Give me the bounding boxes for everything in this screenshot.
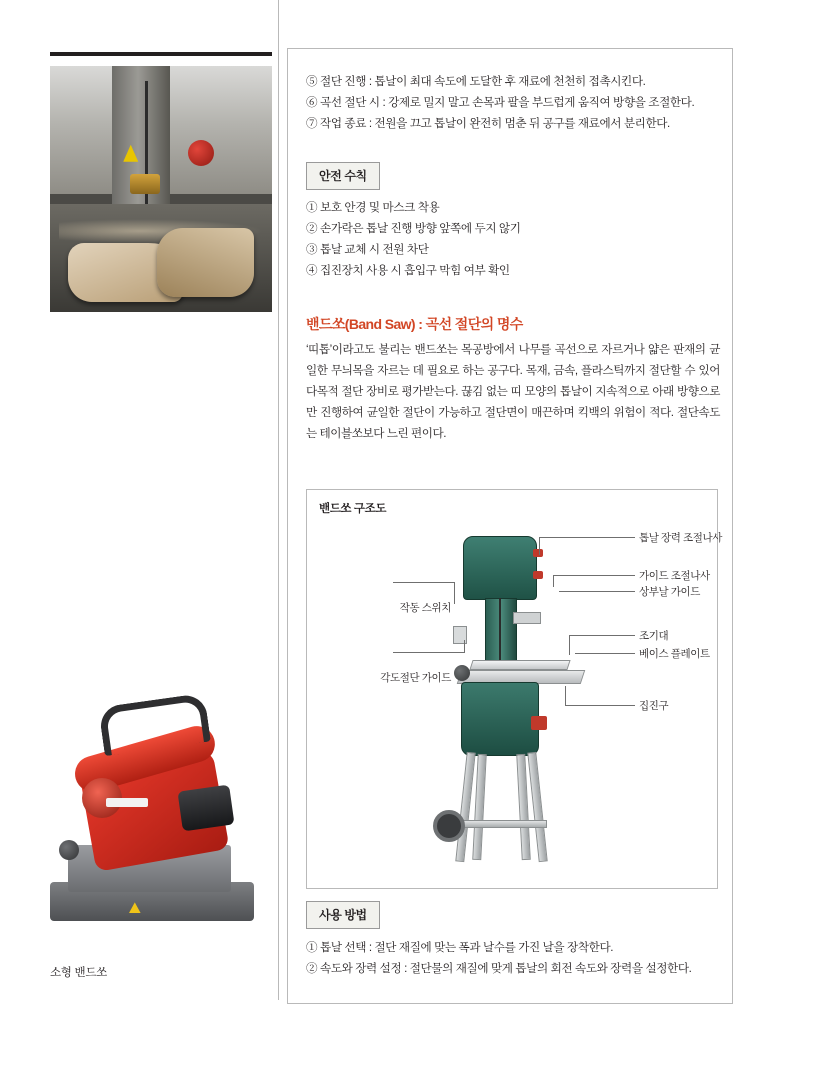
usage-label: 사용 방법	[306, 901, 380, 929]
list-item: ③ 톱날 교체 시 전원 차단	[306, 243, 429, 256]
safety-list	[306, 197, 718, 281]
saw-blade	[145, 81, 148, 224]
callout-rip-fence: 조기대	[639, 630, 669, 642]
safety-section-header	[306, 162, 380, 190]
brass-guide	[130, 174, 160, 194]
list-item: ① 톱날 선택 : 절단 재질에 맞는 폭과 날수를 가진 날을 장착한다.	[306, 941, 614, 954]
list-item: ⑤ 절단 진행 : 톱날이 최대 속도에 도달한 후 재료에 천천히 접촉시킨다.	[306, 75, 646, 88]
bandsaw-structure-diagram	[306, 489, 722, 889]
diagram-title: 밴드쏘 구조도	[319, 503, 387, 515]
callout-miter-guide: 각도절단 가이드	[380, 672, 451, 684]
steps-list	[306, 71, 718, 134]
leader-line	[553, 575, 635, 576]
bandsaw-illustration	[427, 520, 617, 870]
portable-metal-bandsaw-photo	[36, 684, 268, 944]
list-item: ② 속도와 장력 설정 : 절단물의 재질에 맞게 톱날의 회전 속도와 장력을 설정한다.	[306, 962, 692, 975]
stand-leg	[472, 754, 487, 860]
leader-line	[559, 591, 635, 592]
list-item: ① 보호 안경 및 마스크 착용	[306, 201, 440, 214]
content-panel	[287, 48, 733, 1004]
stand-brace	[455, 820, 547, 828]
upper-wheel-housing	[463, 536, 537, 600]
rip-fence	[469, 660, 570, 670]
leader-line	[539, 537, 635, 538]
subsection-body: ‘띠톱’이라고도 불리는 밴드쏘는 목공방에서 나무를 곡선으로 자르거나 얇은 판재의 균일한 무늬목을 자르는 데 필요로 하는 공구다. 목재, 금속, 플라스틱까지 절단할 수 있어 다목적 절단 장비로 평가받는다. 끊김 없는 띠 모양의 톱날이 지속적으로 아래 방향으로만 진행하여 균일한 절단이 가능하고 절단면이 매끈하며 킥백의 위험이 적다. 절단속도는 테이블쏘보다 느린 편이다.	[306, 343, 720, 440]
usage-list	[306, 937, 718, 979]
leader-line	[569, 635, 570, 655]
dust-port	[531, 716, 547, 730]
housing-latch-icon	[533, 571, 543, 579]
leader-line	[393, 652, 465, 653]
leader-line	[565, 686, 566, 706]
left-column	[0, 0, 279, 1000]
tension-knob	[454, 665, 470, 681]
leader-line	[393, 582, 455, 583]
mobility-wheel	[433, 810, 465, 842]
usage-section-header	[306, 901, 380, 929]
leader-line	[569, 635, 635, 636]
callout-power-switch: 작동 스위치	[399, 602, 451, 614]
housing-latch-icon	[533, 549, 543, 557]
list-item: ④ 집진장치 사용 시 흡입구 막힘 여부 확인	[306, 264, 510, 277]
wood-log-right	[157, 228, 255, 297]
leader-line	[539, 537, 540, 555]
leader-line	[553, 575, 554, 587]
callout-upper-blade-guide: 상부날 가이드	[639, 586, 700, 598]
leader-line	[575, 653, 635, 654]
stand-leg	[527, 752, 547, 862]
lower-wheel-housing	[461, 682, 539, 756]
product-label	[106, 798, 148, 807]
safety-label: 안전 수칙	[306, 162, 380, 190]
bandsaw-cutting-wood-photo	[50, 66, 272, 312]
upper-blade-guide	[513, 612, 541, 624]
callout-base-plate: 베이스 플레이트	[639, 648, 710, 660]
leader-line	[464, 640, 465, 653]
subsection-title: 밴드쏘(Band Saw) : 곡선 절단의 명수	[306, 316, 523, 332]
callout-guide-adjust-screw: 가이드 조절나사	[639, 570, 710, 582]
list-item: ⑥ 곡선 절단 시 : 강제로 밀지 말고 손목과 팔을 부드럽게 움직여 방향을 조절한다.	[306, 96, 695, 109]
top-rule	[50, 52, 272, 56]
list-item: ② 손가락은 톱날 진행 방향 앞쪽에 두지 않기	[306, 222, 521, 235]
motor-housing	[177, 785, 234, 832]
list-item: ⑦ 작업 종료 : 전원을 끄고 톱날이 완전히 멈춘 뒤 공구를 재료에서 분리한다.	[306, 117, 670, 130]
callout-dust-port: 집진구	[639, 700, 669, 712]
leader-line	[565, 705, 635, 706]
red-knob	[188, 140, 214, 166]
leader-line	[454, 582, 455, 604]
callout-blade-tension-screw: 톱날 장력 조절나사	[639, 532, 722, 544]
machine-neck	[485, 598, 517, 668]
photo-caption: 소형 밴드쏘	[50, 967, 107, 979]
